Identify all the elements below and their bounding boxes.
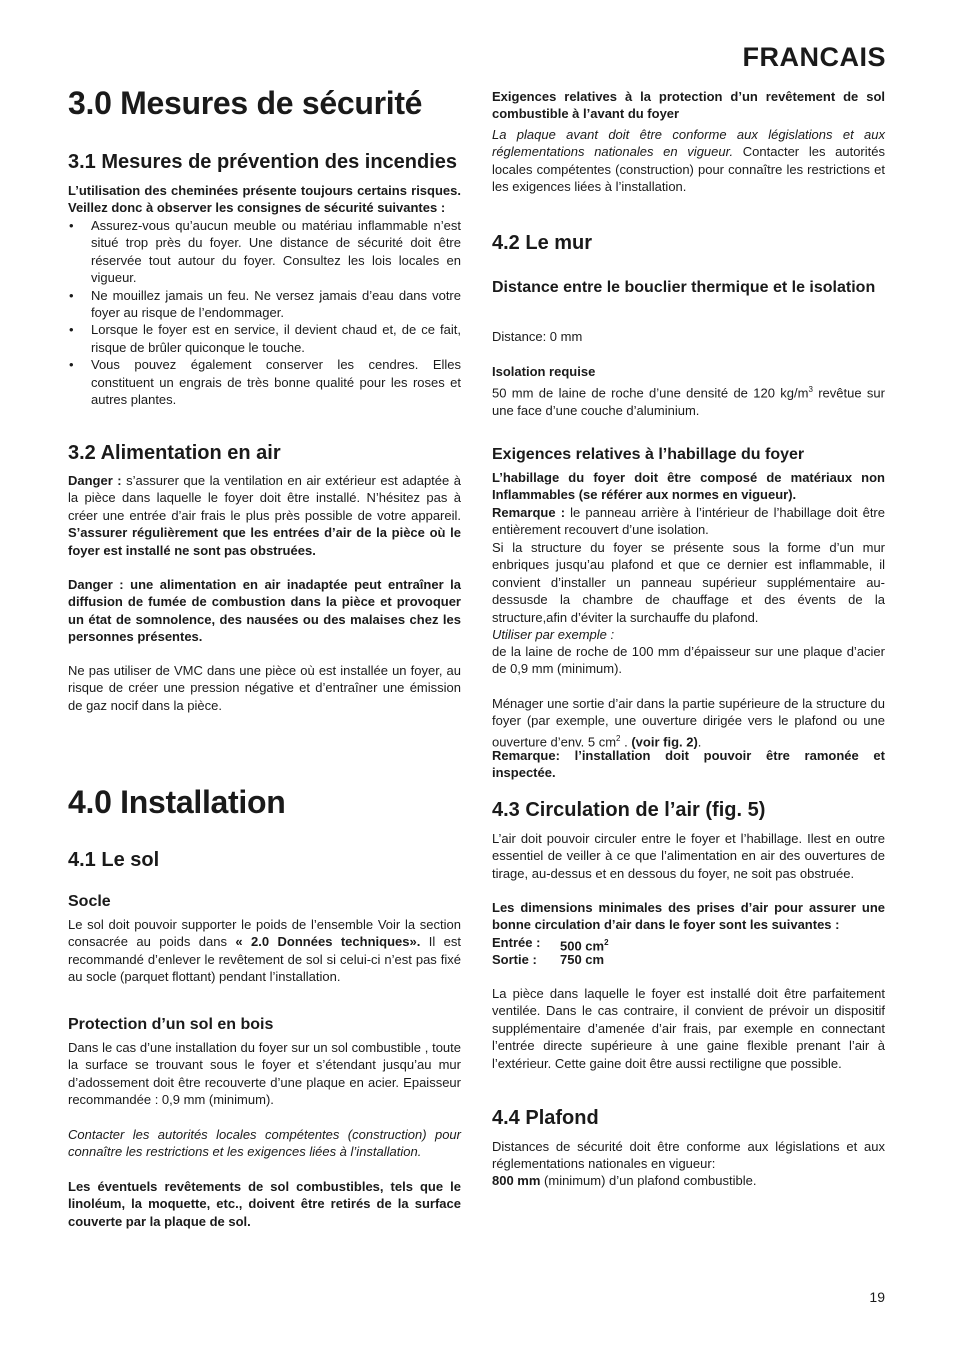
cladding-paragraph-2: Si la structure du foyer se présente sous la forme d’un mur enbriques jusqu’au plafond et que ce dernier est inflammable, il convient d’installer un panneau supérieur supplémentaire au-dessusde la chambre de chauffage et des évents de la structure,afin d’éviter la surchauffe du plafond. bbox=[492, 540, 885, 625]
air-outlet-end: . bbox=[697, 734, 702, 750]
sweeping-remark: Remarque: l’installation doit pouvoir être ramonée et inspectée. bbox=[492, 748, 885, 781]
distance-value: Distance: 0 mm bbox=[492, 329, 583, 344]
air-outlet-text-2: . bbox=[620, 734, 632, 750]
inlet-label: Entrée : bbox=[492, 935, 541, 950]
inlet-sup: 2 bbox=[604, 938, 609, 947]
outlet-row bbox=[492, 951, 885, 968]
list-item: • Lorsque le foyer est en service, il devient chaud et, de ce fait, risque de brûler quiconque le touche. bbox=[68, 321, 461, 356]
section-title-4-4: 4.4 Plafond bbox=[492, 1107, 599, 1129]
section-title-4-3: 4.3 Circulation de l’air (fig. 5) bbox=[492, 799, 766, 821]
socle-text: Le sol doit pouvoir supporter le poids de l’ensemble Voir la section consacrée au poids dans bbox=[68, 917, 461, 950]
front-protection-title: Exigences relatives à la protection d’un revêtement de sol combustible à l’avant du foyer bbox=[492, 89, 885, 122]
insulation-text-1: 50 mm de laine de roche d’une densité de 120 kg/m bbox=[492, 385, 809, 401]
ceiling-distance-value: 800 mm bbox=[492, 1173, 541, 1188]
wood-floor-note: Contacter les autorités locales compétentes (construction) pour connaître les restrictions et les exigences liées à l’installation. bbox=[68, 1127, 461, 1160]
ventilation-paragraph: La pièce dans laquelle le foyer est installé doit être parfaitement ventilée. Dans le cas contraire, il convient de prévoir un dispositif supplémentaire d’amenée d’air frais, par exemple en connectant l’entrée directe supérieure à une gaine flexible prenant l’air à l’extérieur. Cette gaine doit être aussi rectiligne que possible. bbox=[492, 986, 885, 1071]
fire-safety-intro: L’utilisation des cheminées présente toujours certains risques. Veillez donc à observer les consignes de sécurité suivantes : bbox=[68, 183, 461, 216]
section-title-4-0: 4.0 Installation bbox=[68, 784, 286, 820]
air-supply-danger-2: Danger : une alimentation en air inadaptée peut entraîner la diffusion de fumée de combustion dans la pièce et provoquer un état de somnolence, des nausées ou des malaises chez les personnes présentes. bbox=[68, 577, 461, 645]
insulation-text bbox=[492, 381, 885, 419]
outlet-value: 750 cm bbox=[560, 952, 605, 967]
list-item: • Assurez-vous qu’aucun meuble ou matériau inflammable n’est situé trop près du foyer. Une distance de sécurité doit être réservée tout autour du foyer. Consultez les lois locales en vigueur. bbox=[68, 217, 461, 287]
outlet-label: Sortie : bbox=[492, 952, 537, 967]
front-protection-italic: La plaque avant doit être conforme aux législations et aux réglementations nationales en vigueur. bbox=[492, 127, 885, 160]
section-title-4-1: 4.1 Le sol bbox=[68, 849, 160, 871]
list-item: • Vous pouvez également conserver les cendres. Elles constituent un engrais de très bonne qualité pour les roses et autres plantes. bbox=[68, 356, 461, 408]
section-title-4-2: 4.2 Le mur bbox=[492, 232, 593, 254]
insulation-text-2: revêtue sur une face d’une couche d’aluminium. bbox=[492, 385, 885, 418]
socle-paragraph bbox=[68, 916, 461, 986]
danger-label: Danger : bbox=[68, 473, 122, 488]
subsection-wood-floor: Protection d’un sol en bois bbox=[68, 1016, 274, 1033]
ceiling-paragraph: Distances de sécurité doit être conforme aux législations et aux réglementations nationales en vigueur: bbox=[492, 1139, 885, 1172]
remark-text: le panneau arrière à l’intérieur de l’habillage doit être entièrement recouvert d’une isolation. bbox=[492, 505, 885, 538]
insulation-sup: 3 bbox=[808, 385, 813, 394]
page-number: 19 bbox=[869, 1289, 885, 1305]
socle-text-2: Il est recommandé d’enlever le revêtement de sol si celui-ci n’est pas fixé au socle (parquet flottant) pendant l’installation. bbox=[68, 934, 461, 985]
air-outlet-sup: 2 bbox=[616, 733, 621, 743]
subsection-distance: Distance entre le bouclier thermique et le isolation bbox=[492, 279, 876, 296]
front-protection-paragraph bbox=[492, 126, 885, 196]
subsection-cladding: Exigences relatives à l’habillage du foyer bbox=[492, 446, 805, 463]
wood-floor-warning: Les éventuels revêtements de sol combustibles, tels que le linoléum, la moquette, etc., doivent être retirés de la surface couverte par la plaque de sol. bbox=[68, 1179, 461, 1229]
section-title-3-2: 3.2 Alimentation en air bbox=[68, 442, 281, 464]
wood-floor-paragraph: Dans le cas d’une installation du foyer sur un sol combustible , toute la surface se trouvant sous le foyer et s’étendant jusqu’au mur d’adossement doit être recouverte d’une plaque en acier. Epaisseur recommandée : 0,9 mm (minimum). bbox=[68, 1040, 461, 1108]
socle-ref: « 2.0 Données techniques». bbox=[235, 934, 421, 950]
air-circulation-paragraph: L’air doit pouvoir circuler entre le foyer et l’habillage. Ilest en outre essentiel de veiller à ce que l’alimentation en air des ouvertures de tirage, au-dessus et en dessous du foyer, ne soit pas obstruée. bbox=[492, 831, 885, 881]
figure-ref: (voir fig. 2) bbox=[631, 734, 698, 750]
front-protection-text: Contacter les autorités locales compétentes (construction) pour connaître les restrictions et les exigences liées à l’installation. bbox=[492, 144, 885, 195]
cladding-example-label: Utiliser par exemple : bbox=[492, 627, 615, 642]
air-outlet-paragraph bbox=[492, 695, 885, 751]
ceiling-distance bbox=[492, 1172, 885, 1189]
remark-label: Remarque : bbox=[492, 505, 566, 520]
section-title-3-1: 3.1 Mesures de prévention des incendies bbox=[68, 151, 458, 173]
cladding-remark bbox=[492, 504, 885, 539]
insulation-label: Isolation requise bbox=[492, 364, 596, 379]
air-outlet-text: Ménager une sortie d’air dans la partie supérieure de la structure du foyer (par exemple, une ouverture dirigée vers le plafond ou une ouverture d’env. 5 cm bbox=[492, 696, 885, 750]
min-air-intake: Les dimensions minimales des prises d’air pour assurer une bonne circulation d’air dans le foyer sont les suivantes : bbox=[492, 900, 885, 933]
vmc-warning: Ne pas utiliser de VMC dans une pièce où est installée un foyer, au risque de créer une pression négative et d’entraîner une émission de gaz nocif dans la pièce. bbox=[68, 663, 461, 713]
language-label: FRANCAIS bbox=[742, 42, 886, 72]
list-item: • Ne mouillez jamais un feu. Ne versez jamais d’eau dans votre foyer au risque de l’endommager. bbox=[68, 287, 461, 322]
section-title-3-0: 3.0 Mesures de sécurité bbox=[68, 85, 423, 121]
air-supply-warning: S’assurer régulièrement que les entrées d’air de la pièce où le foyer est installé ne sont pas obstruées. bbox=[68, 525, 461, 558]
fire-safety-list bbox=[68, 217, 461, 408]
ceiling-distance-text: (minimum) d’un plafond combustible. bbox=[540, 1173, 757, 1188]
air-supply-text: s’assurer que la ventilation en air extérieur est adaptée à la pièce dans laquelle le foyer doit être installé. N’hésitez pas à créer une entrée d’air frais le plus près possible de votre appareil. bbox=[68, 473, 461, 523]
subsection-socle: Socle bbox=[68, 893, 111, 910]
cladding-requirement: L’habillage du foyer doit être composé de matériaux non Inflammables (se référer aux normes en vigueur). bbox=[492, 470, 885, 503]
air-supply-danger-paragraph bbox=[68, 472, 461, 559]
cladding-example: de la laine de roche de 100 mm d’épaisseur sur une plaque d’acier de 0,9 mm (minimum). bbox=[492, 644, 885, 677]
inlet-value-text: 500 cm bbox=[560, 938, 605, 954]
